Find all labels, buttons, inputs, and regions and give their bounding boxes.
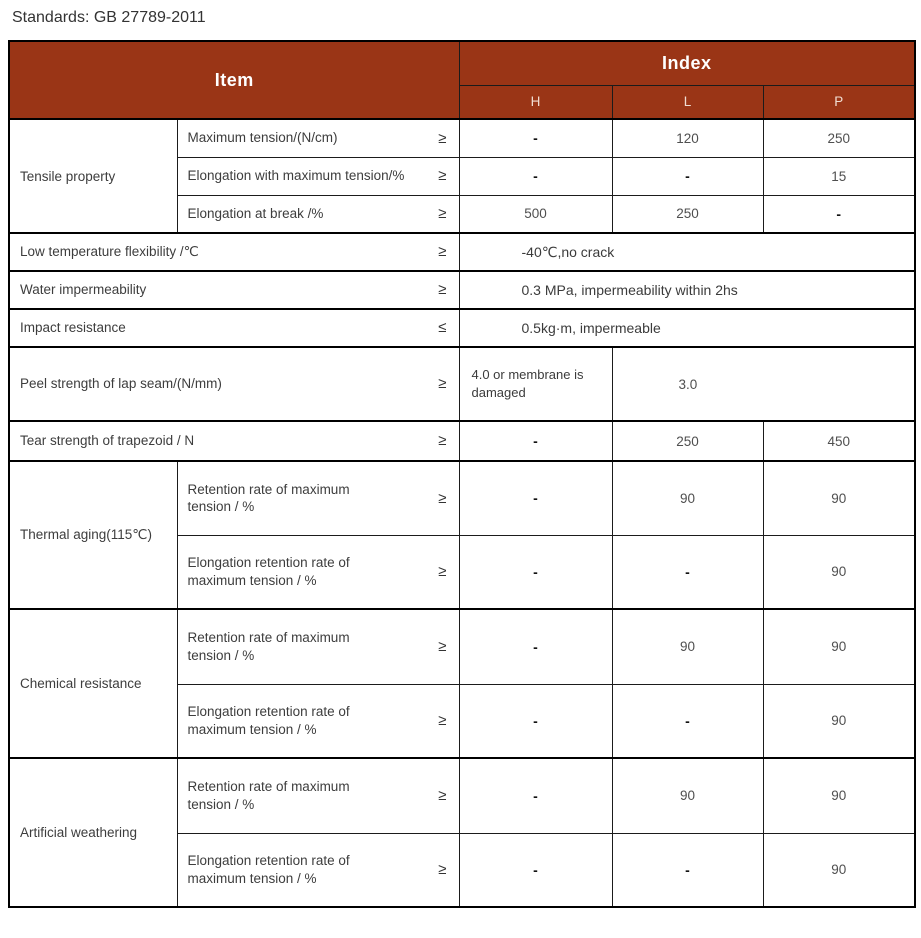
value-p: 90 [763, 461, 915, 535]
value-h: - [459, 684, 612, 758]
item-cell-content [10, 242, 459, 262]
value-h: - [459, 157, 612, 195]
value-l: - [612, 157, 763, 195]
gte-operator: ≥ [438, 129, 447, 147]
item-cell [177, 684, 459, 758]
gte-operator: ≥ [438, 638, 447, 655]
value-l: - [612, 833, 763, 907]
table-row [9, 347, 915, 421]
item-label: Maximum tension/(N/cm) [187, 130, 338, 146]
gte-operator: ≥ [438, 563, 447, 580]
item-label: Low temperature flexibility /℃ [20, 244, 199, 260]
item-cell [9, 421, 459, 461]
item-cell [177, 535, 459, 609]
value-l: 90 [612, 461, 763, 535]
gte-operator: ≥ [438, 205, 447, 222]
gte-operator: ≥ [438, 375, 447, 393]
value-h: - [459, 421, 612, 461]
value-span: 0.5kg·m, impermeable [459, 309, 915, 347]
value-l: 120 [612, 119, 763, 157]
gte-operator: ≥ [438, 432, 447, 450]
item-label: Elongation retention rate of maximum tension / % [187, 555, 350, 588]
item-label: Tear strength of trapezoid / N [20, 433, 195, 449]
value-p: - [763, 195, 915, 233]
item-cell-content [178, 129, 459, 149]
value-l: - [612, 535, 763, 609]
value-lp: 3.0 [678, 376, 698, 392]
grade-h-header: H [459, 85, 612, 119]
value-p: 90 [763, 684, 915, 758]
item-label: Impact resistance [20, 320, 126, 336]
table-row [9, 758, 915, 833]
item-cell [9, 271, 459, 309]
table-row [9, 421, 915, 461]
item-cell [177, 195, 459, 233]
value-lp-cell [612, 347, 915, 421]
value-p: 15 [763, 157, 915, 195]
value-span: 0.3 MPa, impermeability within 2hs [459, 271, 915, 309]
gte-operator: ≥ [438, 489, 447, 507]
group-cell-thermal: Thermal aging(115℃) [9, 461, 177, 609]
index-header-cell: Index [459, 41, 915, 85]
group-cell-weathering: Artificial weathering [9, 758, 177, 907]
item-cell [9, 233, 459, 271]
gte-operator: ≥ [438, 712, 447, 729]
gte-operator: ≥ [438, 281, 447, 299]
table-row [9, 309, 915, 347]
value-h: - [459, 535, 612, 609]
value-p: 250 [763, 119, 915, 157]
item-cell [177, 119, 459, 157]
item-cell [177, 461, 459, 535]
item-cell-content [178, 481, 459, 516]
header-row-index [9, 41, 915, 85]
value-p: 450 [763, 421, 915, 461]
item-label: Retention rate of maximum tension / % [187, 630, 350, 663]
value-l: 250 [612, 195, 763, 233]
item-label: Peel strength of lap seam/(N/mm) [20, 376, 222, 392]
value-l: 250 [612, 421, 763, 461]
group-cell-tensile: Tensile property [9, 119, 177, 233]
spec-table [8, 40, 916, 908]
item-cell [177, 833, 459, 907]
item-cell-content [10, 374, 459, 394]
item-label: Water impermeability [20, 282, 147, 298]
gte-operator: ≥ [438, 243, 447, 261]
item-cell-content [10, 280, 459, 300]
item-label: Elongation with maximum tension/% [187, 168, 405, 184]
value-p: 90 [763, 833, 915, 907]
grade-l-header: L [612, 85, 763, 119]
item-label: Elongation retention rate of maximum tension / % [187, 704, 350, 737]
item-cell-content [178, 852, 459, 887]
value-h: 500 [459, 195, 612, 233]
value-p: 90 [763, 609, 915, 684]
gte-operator: ≥ [438, 861, 447, 878]
table-row [9, 233, 915, 271]
item-cell-content [178, 778, 459, 813]
item-cell [177, 157, 459, 195]
table-row [9, 461, 915, 535]
item-cell-content [10, 431, 459, 451]
item-header-cell: Item [9, 41, 459, 119]
value-h: - [459, 758, 612, 833]
item-label: Retention rate of maximum tension / % [187, 779, 350, 812]
table-row [9, 609, 915, 684]
item-cell [177, 758, 459, 833]
value-l: - [612, 684, 763, 758]
page-title: Standards: GB 27789-2011 [12, 9, 206, 26]
item-cell-content [178, 554, 459, 589]
item-label: Elongation at break /% [187, 205, 324, 221]
value-l: 90 [612, 609, 763, 684]
item-cell [9, 347, 459, 421]
item-cell [177, 609, 459, 684]
value-span: -40℃,no crack [459, 233, 915, 271]
lte-operator: ≤ [438, 319, 447, 337]
item-cell-content [178, 166, 459, 186]
value-h: 4.0 or membrane is damaged [459, 347, 612, 421]
value-h: - [459, 609, 612, 684]
value-p: 90 [763, 535, 915, 609]
table-row [9, 271, 915, 309]
value-l: 90 [612, 758, 763, 833]
value-h: - [459, 461, 612, 535]
value-p: 90 [763, 758, 915, 833]
group-cell-chemical: Chemical resistance [9, 609, 177, 758]
table-row [9, 119, 915, 157]
value-h: - [459, 119, 612, 157]
item-label: Retention rate of maximum tension / % [187, 481, 350, 515]
item-cell-content [10, 318, 459, 338]
item-cell [9, 309, 459, 347]
item-cell-content [178, 629, 459, 664]
value-h: - [459, 833, 612, 907]
item-cell-content [178, 204, 459, 224]
item-label: Elongation retention rate of maximum tension / % [187, 853, 350, 886]
grade-p-header: P [763, 85, 915, 119]
item-cell-content [178, 703, 459, 738]
gte-operator: ≥ [438, 167, 447, 185]
gte-operator: ≥ [438, 787, 447, 804]
